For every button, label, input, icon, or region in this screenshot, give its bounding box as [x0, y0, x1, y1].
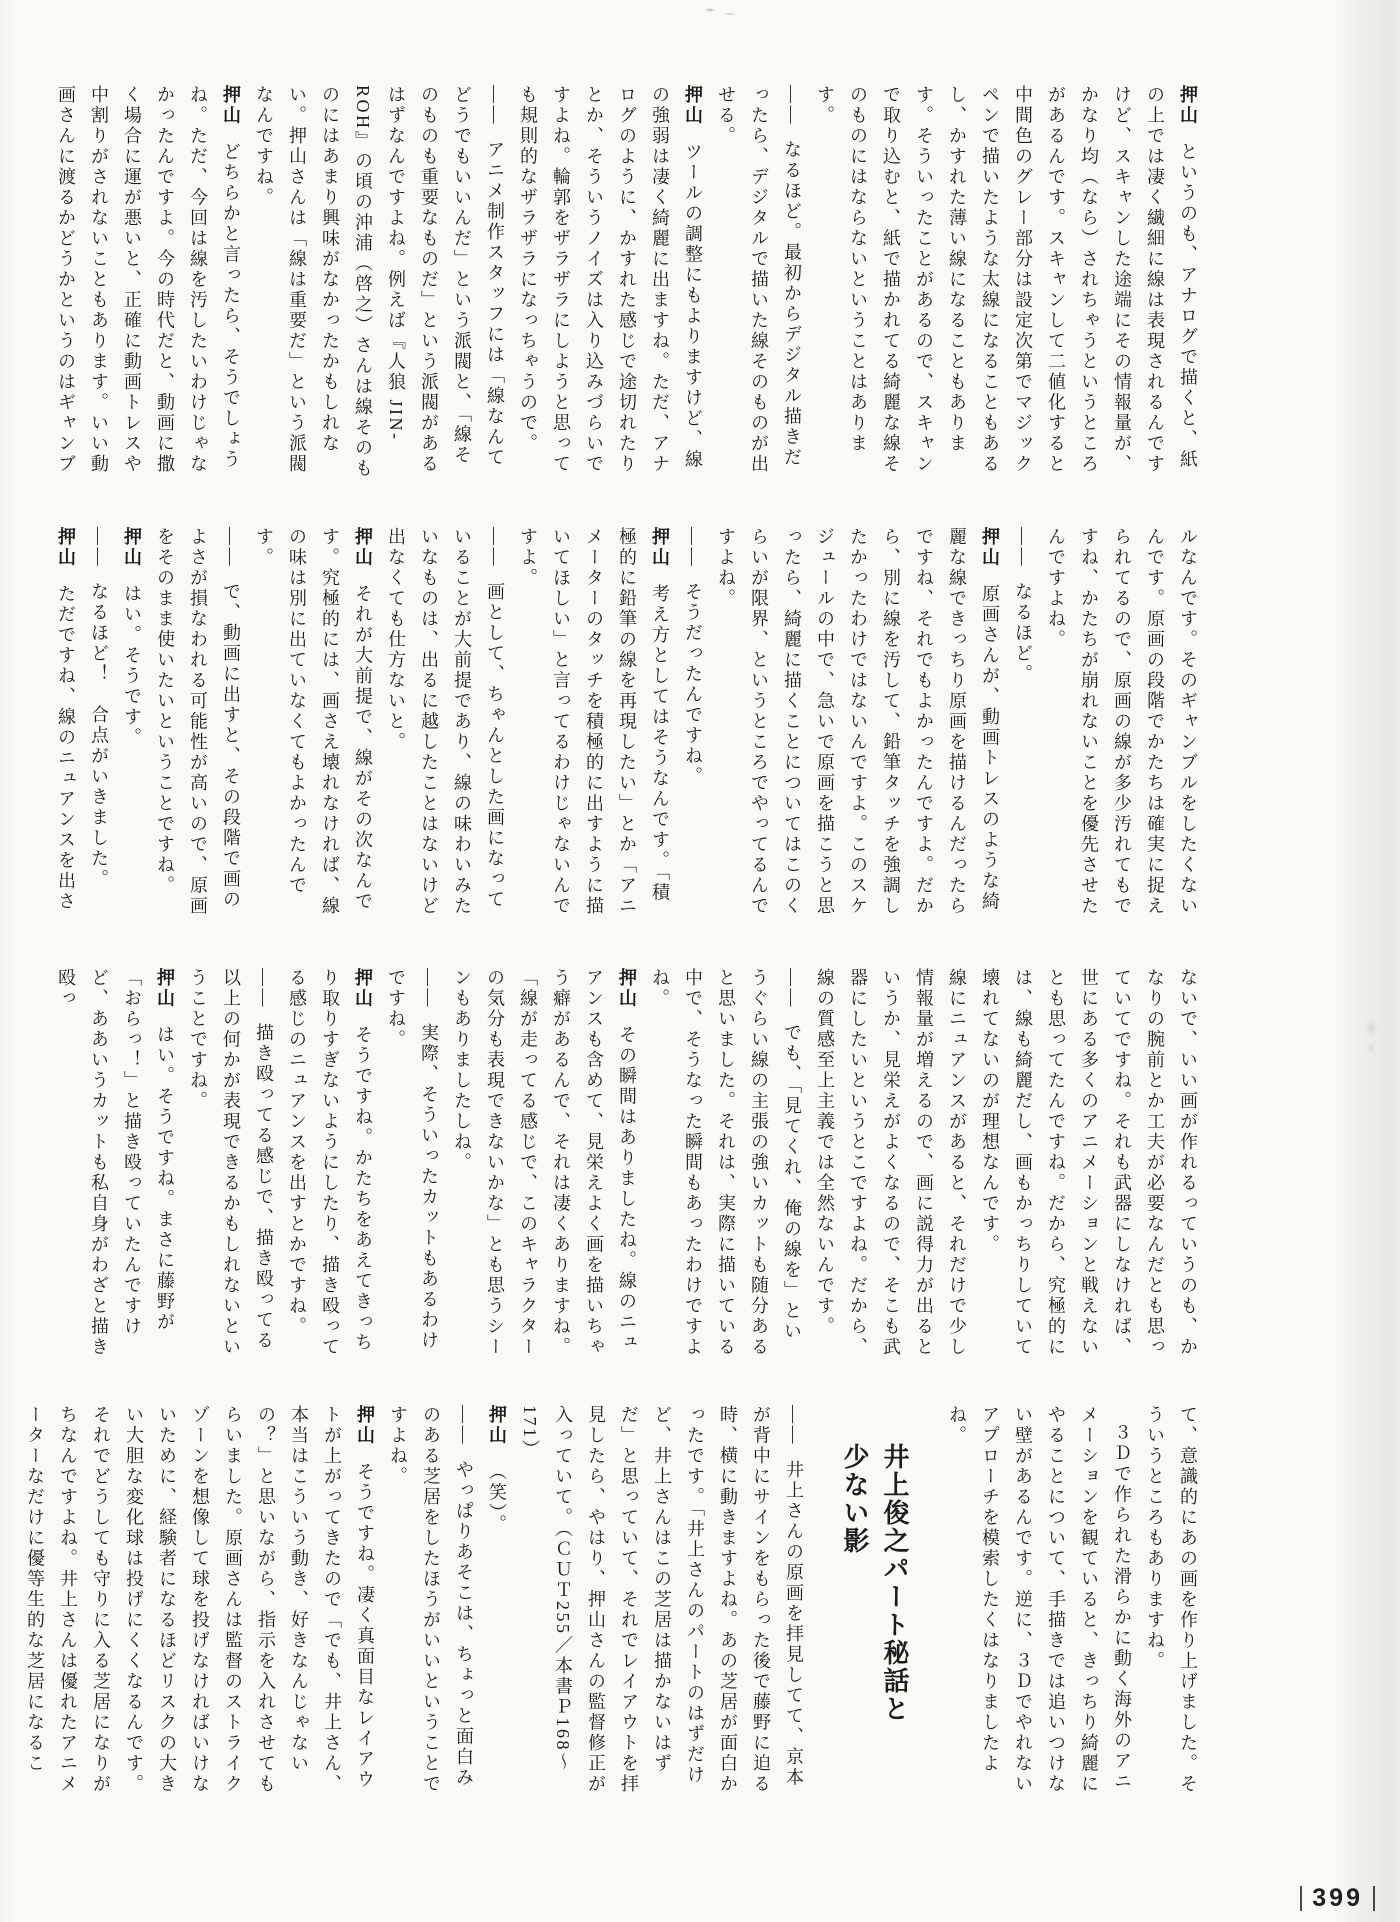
- speech-text: その瞬間はありましたね。線のニュアンスも含めて、見栄えよく画を描いちゃう癖があるんで、それは凄くありますね。「線が走ってる感じで、このキャラクターの気分も表現できないかな」とも思うシーンもありましたしね。: [452, 968, 637, 1358]
- interviewer-dash: ――: [89, 527, 109, 568]
- interview-band-2: [49, 527, 1204, 921]
- speech-interviewer: [643, 968, 808, 1362]
- speech-text: ただですね、線のニュアンスを出さ: [56, 584, 76, 912]
- speech-text: 画として、ちゃんとした画になっていることが大前提であり、線の味わいみたいなものは、出るに越したことはないけど出なくても仕方ないと。: [386, 527, 505, 917]
- speech-text: 井上さんの原画を拝見してて、京本が背中にサインをもらった後で藤野に迫る時、横に動きますよね。あの芝居が面白かったです。「井上さんのパートのはずだけど、井上さんはこの芝居は描かないはずだ」と思っていて、それでレイアウトを拝見したら、やはり、押山さんの監督修正が入っていて。（ＣＵＴ255／本書Ｐ168～171）: [520, 1405, 804, 1795]
- speech-interviewer: [676, 527, 709, 921]
- speech-oshiyama: [49, 527, 82, 921]
- speech-oshiyama: [808, 85, 1204, 479]
- speaker-name: 押山: [650, 527, 670, 568]
- speech-oshiyama: [709, 527, 1006, 921]
- page-number-value: 399: [1312, 1884, 1363, 1912]
- speaker-name: 押山: [355, 1405, 375, 1446]
- interviewer-dash: ――: [221, 527, 241, 568]
- page-number-right-rule: [1373, 1886, 1375, 1911]
- speaker-name: 押山: [155, 968, 175, 1009]
- speech-text: て、意識的にあの画を作り上げました。そういうところもありますね。: [1145, 1405, 1198, 1795]
- speech-interviewer: [709, 85, 808, 479]
- speech-oshiyama: [247, 527, 379, 921]
- interviewer-dash: ――: [485, 527, 505, 568]
- speech-text: なるほど。: [1013, 582, 1033, 685]
- speech-oshiyama: [445, 968, 643, 1362]
- speech-text: なるほど。最初からデジタル描きだったら、デジタルで描いた線そのものが出せる。: [716, 85, 802, 475]
- speech-continuation: [1138, 1405, 1204, 1799]
- speaker-name: 押山: [980, 527, 1000, 568]
- speaker-name: 押山: [122, 527, 142, 568]
- speech-text: 考え方としてはそうなんです。「積極的に鉛筆の線を再現したい」とか「アニメーターのタッチを積極的に出すように描いてほしい」と言ってるわけじゃないんですよ。: [518, 527, 670, 917]
- section-heading: [834, 1405, 914, 1799]
- speech-interviewer: [379, 527, 511, 921]
- speech-text: ないで、いい画が作れるっていうのも、かなりの腕前とか工夫が必要なんだとも思っていてですね。それも武器にしなければ、世にある多くのアニメーションと戦えないとも思ってたんですね。だから、究極的には、線も綺麗だし、画もかっちりしていて壊れてないのが理想なんです。: [980, 968, 1198, 1358]
- interview-band-4: [18, 1405, 1204, 1799]
- speech-text: どちらかと言ったら、そうでしょうね。ただ、今回は線を汚したいわけじゃなかったんですよ。今の時代だと、動画に撒く場合に運が悪いと、正確に動画トレスや中割りがされないこともあります。いい動画さんに渡るかどうかというのはギャンブ: [56, 85, 241, 475]
- speech-text: なるほど！ 合点がいきました。: [89, 582, 109, 890]
- scan-artifact-bleedthrough: [1358, 1012, 1384, 1060]
- speaker-name: 押山: [1178, 85, 1198, 126]
- interviewer-dash: ――: [782, 85, 802, 126]
- speech-interviewer: [1006, 527, 1039, 921]
- speech-oshiyama: [280, 968, 379, 1362]
- speech-text: というのも、アナログで描くと、紙の上では凄く繊細に線は表現されるんですけど、スキャンした途端にその情報量が、かなり均（なら）されちゃうというところがあるんです。スキャンして二値化すると中間色のグレー部分は設定次第でマジックペンで描いたような太線になることもあるし、かすれた薄い線になることもあります。そういったことがあるので、スキャンで取り込むと、紙で描かれてる綺麗な線そのものにはならないということはあります。: [815, 85, 1198, 475]
- section-heading-line-2: 少ない影: [840, 1443, 869, 1555]
- speaker-name: 押山: [56, 527, 76, 568]
- speech-continuation: [973, 968, 1204, 1362]
- speech-text: ツールの調整にもよりますけど、線の強弱は凄く綺麗に出ますね。ただ、アナログのように、かすれた感じで途切れたりとか、そういうノイズは入り込みづらいですよね。輪郭をザラザラにしようと思っても規則的なザラザラになっちゃうので。: [518, 85, 703, 475]
- speech-interviewer: [513, 1405, 810, 1799]
- speech-interviewer: [381, 1405, 480, 1799]
- speech-text: そうですね。かたちをあえてきっちり取りすぎないようにしたり、描き殴ってる感じのニュアンスを出すとかですね。: [287, 968, 373, 1358]
- speech-text: はい。そうですね。まさに藤野が「おらっ！」と描き殴っていたんですけど、ああいうカットも私自身がわざと描き殴っ: [56, 968, 175, 1358]
- speech-text: 実際、そういったカットもあるわけですね。: [386, 968, 439, 1351]
- interviewer-dash: ――: [782, 968, 802, 1009]
- speech-oshiyama: [480, 1405, 513, 1799]
- speech-continuation: [808, 968, 973, 1362]
- speech-continuation: [940, 1405, 1138, 1799]
- interviewer-dash: ――: [1013, 527, 1033, 568]
- page-number: [1300, 1884, 1375, 1913]
- speech-text: アニメ制作スタッフには「線なんてどうでもいいんだ」という派閥と、「線そのものも重要なものだ」という派閥があるはずなんですよね。例えば『人狼 JIN-ROH』の頃の沖浦（啓之）さんは線そのものにはあまり興味がなかったかもしれない。押山さんは「線は重要だ」という派閥なんですね。: [254, 85, 505, 480]
- speech-text: 線にニュアンスがあると、それだけで少し情報量が増えるので、画に説得力が出るというか、見栄えがよくなるので、そこも武器にしたいというとこですよね。だから、線の質感至上主義では全然ないんです。: [815, 968, 967, 1358]
- speech-oshiyama: [511, 527, 676, 921]
- interviewer-dash: ――: [683, 527, 703, 568]
- speaker-name: 押山: [683, 85, 703, 126]
- speech-text: （笑）。: [487, 1462, 507, 1535]
- section-heading-line-1: 井上俊之パート秘話と: [880, 1443, 909, 1723]
- speech-text: で、動画に出すと、その段階で画のよさが損なわれる可能性が高いので、原画をそのまま使いたいということですね。: [155, 527, 241, 917]
- speech-oshiyama: [511, 85, 709, 479]
- interview-band-1: [49, 85, 1204, 479]
- speech-interviewer: [247, 85, 511, 479]
- speech-interviewer: [379, 968, 445, 1362]
- speech-text: ３Ｄで作られた滑らかに動く海外のアニメーションを観ていると、きっちり綺麗にやることについて、手描きでは追いつけない壁があるんです。逆に、３Ｄでやれないアプローチを模索したくはなりましたよね。: [947, 1405, 1132, 1795]
- speech-text: ルなんです。そのギャンブルをしたくないんです。原画の段階でかたちは確実に捉えられてるので、原画の線が多少汚れてもですね、かたちが崩れないことを優先させたんですよね。: [1046, 527, 1198, 917]
- speech-text: 描き殴ってる感じで、描き殴ってる以上の何かが表現できるかもしれないということですね。: [188, 968, 274, 1358]
- speech-oshiyama: [49, 968, 181, 1362]
- speaker-name: 押山: [617, 968, 637, 1009]
- scan-artifact-top: [700, 2, 748, 20]
- speech-oshiyama: [49, 85, 247, 479]
- speaker-name: 押山: [487, 1405, 507, 1446]
- speech-text: はい。そうです。: [122, 584, 142, 748]
- interview-band-3: [49, 968, 1204, 1362]
- speaker-name: 押山: [353, 968, 373, 1009]
- speech-interviewer: [148, 527, 247, 921]
- speaker-name: 押山: [353, 527, 373, 568]
- interviewer-dash: ――: [784, 1405, 804, 1446]
- speech-text: でも、「見てくれ、俺の線を」というぐらい線の主張の強いカットも随分あると思いました。それは、実際に描いている中で、そうなった瞬間もあったわけですよね。: [650, 968, 802, 1358]
- speech-text: そうだったんですね。: [683, 582, 703, 787]
- speaker-name: 押山: [221, 85, 241, 126]
- speech-text: やっぱりあそこは、ちょっと面白みのある芝居をしたほうがいいということですよね。: [388, 1405, 474, 1795]
- interviewer-dash: ――: [485, 85, 505, 126]
- speech-continuation: [1039, 527, 1204, 921]
- interviewer-dash: ――: [419, 968, 439, 1009]
- interviewer-dash: ――: [254, 968, 274, 1009]
- speech-text: 原画さんが、動画トレスのような綺麗な線できっちり原画を描けるんだったらですね、それでもよかったんですよ。だから、別に線を汚して、鉛筆タッチを強調したかったわけではないんですよ。このスケジュールの中で、急いで原画を描こうと思ったら、綺麗に描くことについてはこのくらいが限界、というところでやってるんですよね。: [716, 527, 1000, 917]
- speech-oshiyama: [18, 1405, 381, 1799]
- speech-text: そうですね。凄く真面目なレイアウトが上がってきたので「でも、井上さん、本当はこういう動き、好きなんじゃないの？」と思いながら、指示を入れさせてもらいました。原画さんは監督のストライクゾーンを想像して球を投げなければいけないために、経験者になるほどリスクの大きい大胆な変化球は投げにくくなるんです。それでどうしても守りに入る芝居になりがちなんですよね。井上さんは優れたアニメーターなだけに優等生的な芝居になるこ: [25, 1405, 375, 1795]
- speech-oshiyama: [115, 527, 148, 921]
- speech-interviewer: [82, 527, 115, 921]
- interviewer-dash: ――: [454, 1405, 474, 1446]
- page-number-left-rule: [1300, 1886, 1302, 1911]
- speech-interviewer: [181, 968, 280, 1362]
- speech-text: それが大前提で、線がその次なんです。究極的には、画さえ壊れなければ、線の味は別に出ていなくてもよかったんです。: [254, 527, 373, 917]
